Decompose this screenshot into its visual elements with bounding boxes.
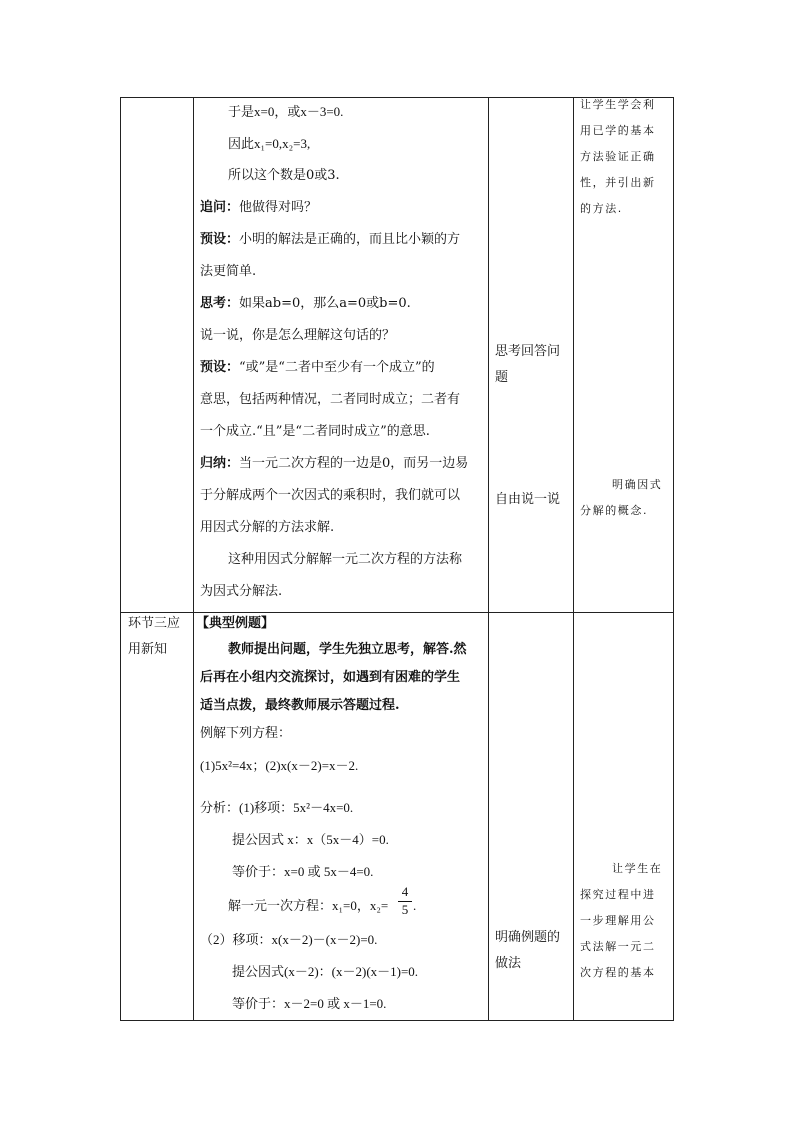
column-divider bbox=[488, 98, 489, 1020]
design-note: 让学生学会利 用已学的基本 方法验证正确 性，并引出新 的方法. bbox=[580, 98, 656, 215]
student-activity: 明确例题的 bbox=[495, 930, 561, 945]
student-activity: 做法 bbox=[495, 956, 522, 971]
text-line: 意思，包括两种情况，二者同时成立；二者有 bbox=[200, 392, 461, 407]
column-divider bbox=[193, 98, 194, 1020]
text-line: 一个成立.“且”是“二者同时成立”的意思. bbox=[200, 424, 430, 439]
fraction-numerator: 4 bbox=[401, 884, 409, 899]
preset-line: 预设：小明的解法是正确的，而且比小颖的方 bbox=[200, 232, 461, 247]
text-line: 所以这个数是0或3. bbox=[228, 168, 340, 183]
section-heading: 【典型例题】 bbox=[196, 616, 275, 631]
row-divider bbox=[121, 612, 673, 613]
analysis-line: 等价于：x－2=0 或 x－1=0. bbox=[232, 996, 387, 1011]
student-activity: 思考回答问 bbox=[495, 344, 561, 359]
text-line: 后再在小组内交流探讨，如遇到有困难的学生 bbox=[200, 670, 461, 685]
analysis-line: 等价于：x=0 或 5x－4=0. bbox=[232, 864, 374, 879]
question-line: 追问：他做得对吗？ bbox=[200, 200, 318, 215]
text-line: 因此x₁=0,x₂=3, bbox=[228, 136, 311, 152]
summary-line: 归纳：当一元二次方程的一边是0，而另一边易 bbox=[200, 456, 469, 471]
text-line: 为因式分解法. bbox=[200, 584, 283, 599]
fraction-denominator: 5 bbox=[401, 902, 409, 917]
equation-line: (1)5x²=4x；(2)x(x－2)=x－2. bbox=[200, 758, 359, 773]
text-line: 于分解成两个一次因式的乘积时，我们就可以 bbox=[200, 488, 461, 503]
student-activity: 题 bbox=[495, 370, 509, 385]
text-line: 于是x=0，或x－3=0. bbox=[228, 104, 344, 120]
design-note: 让学生在 探究过程中进 一步理解用公 式法解一元二 次方程的基本 bbox=[580, 862, 663, 979]
text-line: 适当点拨，最终教师展示答题过程. bbox=[200, 698, 400, 713]
text-line: 说一说，你是怎么理解这句话的？ bbox=[200, 328, 396, 343]
stage-label: 环节三应 bbox=[128, 616, 181, 631]
fraction bbox=[398, 885, 412, 917]
student-activity: 自由说一说 bbox=[495, 492, 561, 507]
preset-line: 预设：“或”是“二者中至少有一个成立”的 bbox=[200, 360, 435, 375]
analysis-line: （2）移项：x(x－2)－(x－2)=0. bbox=[200, 932, 378, 947]
text-line: 法更简单. bbox=[200, 264, 257, 279]
analysis-line: . bbox=[413, 898, 417, 913]
analysis-line: 提公因式 x：x（5x－4）=0. bbox=[232, 832, 389, 847]
example-line: 例解下列方程： bbox=[200, 726, 292, 741]
stage-label: 用新知 bbox=[128, 642, 168, 657]
text-line: 教师提出问题，学生先独立思考，解答.然 bbox=[228, 642, 467, 657]
text-line: 用因式分解的方法求解. bbox=[200, 520, 335, 535]
text-line: 这种用因式分解解一元二次方程的方法称 bbox=[228, 552, 463, 567]
think-line: 思考：如果ab=0，那么a=0或b=0. bbox=[200, 296, 411, 311]
analysis-line: 提公因式(x－2)：(x－2)(x－1)=0. bbox=[232, 964, 419, 979]
analysis-line: 解一元一次方程：x₁=0，x₂= bbox=[228, 898, 389, 913]
column-divider bbox=[573, 98, 574, 1020]
design-note: 明确因式 分解的概念. bbox=[580, 478, 663, 517]
analysis-line: 分析：(1)移项：5x²－4x=0. bbox=[200, 800, 354, 816]
